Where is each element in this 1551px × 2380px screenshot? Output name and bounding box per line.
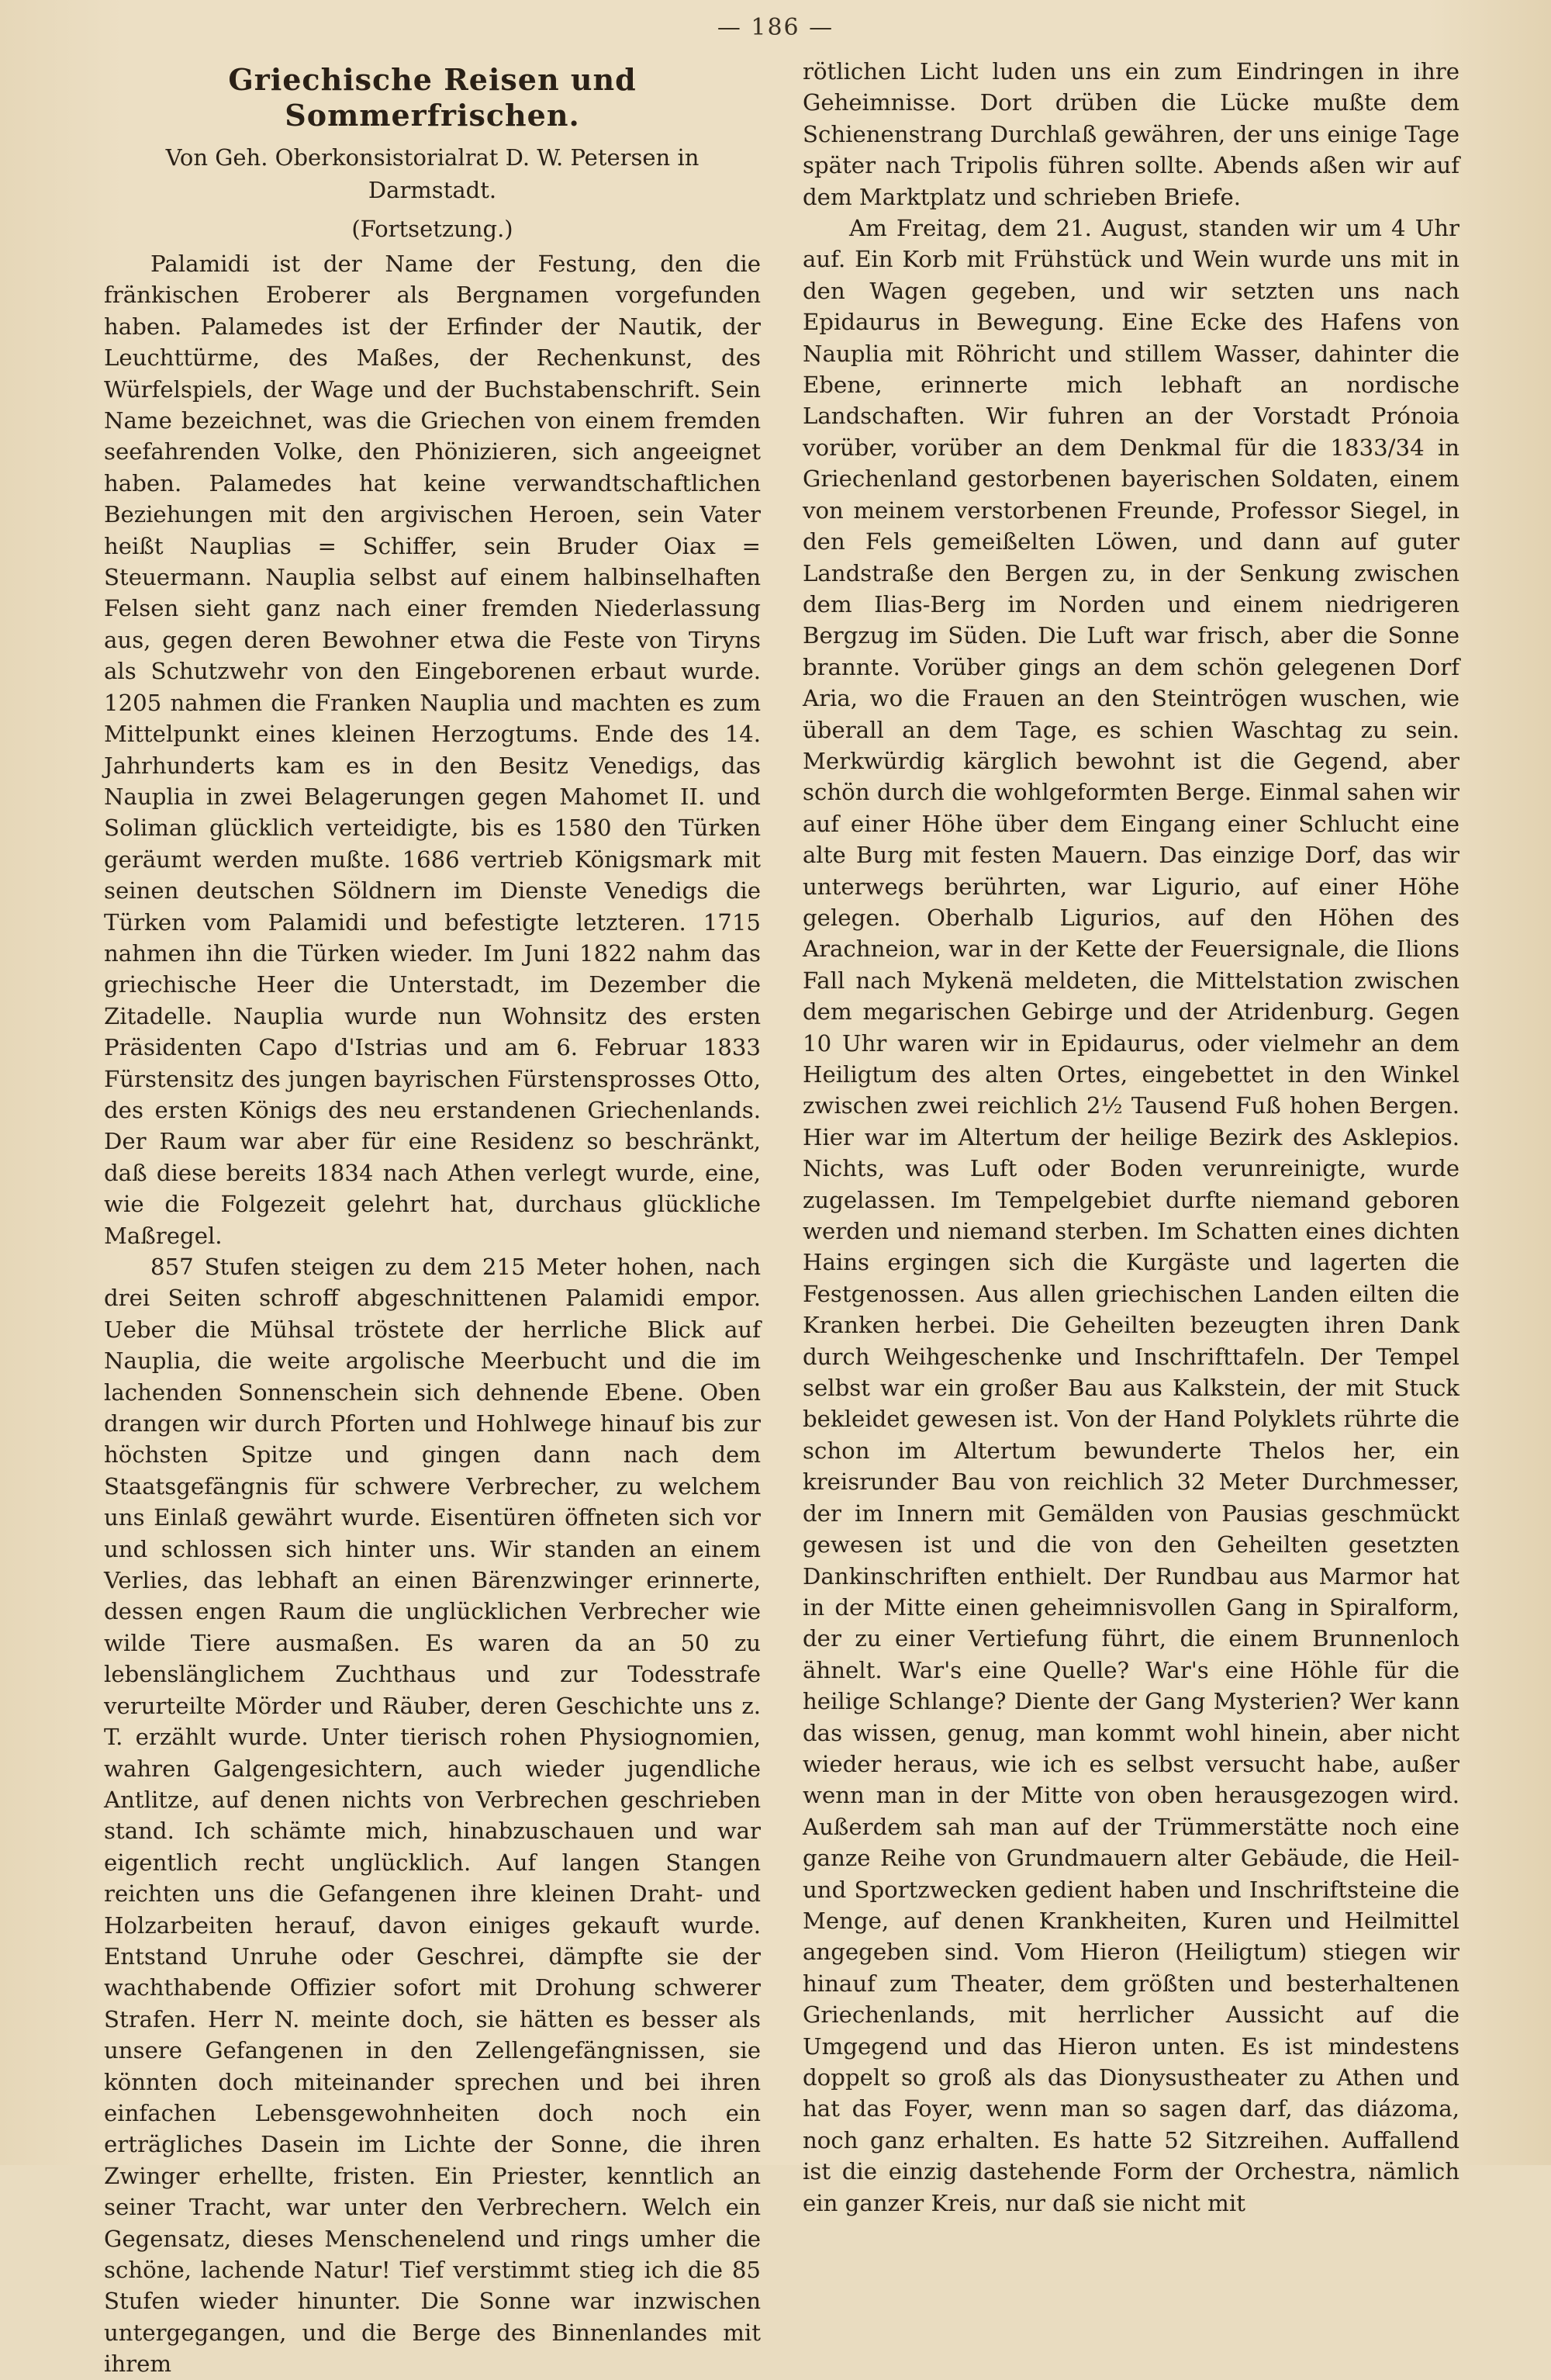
article-byline: Von Geh. Oberkonsistorialrat D. W. Petersen in Darmstadt.	[165, 144, 700, 203]
paragraph: Am Freitag, dem 21. August, standen wir um 4 Uhr auf. Ein Korb mit Frühstück und Wein wurde uns mit in den Wagen gegeben, und wir setzten uns nach Epidaurus in Bewegung. Eine Ecke des Hafens von Nauplia mit Röhricht und stillem Wasser, dahinter die Ebene, erinnerte mich lebhaft an nordische Landschaften. Wir fuhren an der Vorstadt Prónoia vorüber, vorüber an dem Denkmal für die 1833/34 in Griechenland gestorbenen bayerischen Soldaten, einem von meinem verstorbenen Freunde, Professor Siegel, in den Fels gemeißelten Löwen, und dann auf guter Landstraße den Bergen zu, in der Senkung zwischen dem Ilias-Berg im Norden und einem niedrigeren Bergzug im Süden. Die Luft war frisch, aber die Sonne brannte. Vorüber gings an dem schön gelegenen Dorf Aria, wo die Frauen an den Steintrögen wuschen, wie überall an dem Tage, es schien Waschtag zu sein. Merkwürdig kärglich bewohnt ist die Gegend, aber schön durch die wohlgeformten Berge. Einmal sahen wir auf einer Höhe über dem Eingang einer Schlucht eine alte Burg mit festen Mauern. Das einzige Dorf, das wir unterwegs berührten, war Ligurio, auf einer Höhe gelegen. Oberhalb Ligurios, auf den Höhen des Arachneion, war in der Kette der Feuersignale, die Ilions Fall nach Mykenä meldeten, die Mittelstation zwischen dem megarischen Gebirge und der Atridenburg. Gegen 10 Uhr waren wir in Epidaurus, oder vielmehr an dem Heiligtum des alten Ortes, eingebettet in den Winkel zwischen zwei reichlich 2½ Tausend Fuß hohen Bergen. Hier war im Altertum der heilige Bezirk des Asklepios. Nichts, was Luft oder Boden verunreinigte, wurde zugelassen. Im Tempelgebiet durfte niemand geboren werden und niemand sterben. Im Schatten eines dichten Hains ergingen sich die Kurgäste und lagerten die Festgenossen. Aus allen griechischen Landen eilten die Kranken herbei. Die Geheilten bezeugten ihren Dank durch Weihgeschenke und Inschrifttafeln. Der Tempel selbst war ein großer Bau aus Kalkstein, der mit Stuck bekleidet gewesen ist. Von der Hand Polyklets rührte die schon im Altertum bewunderte Thelos her, ein kreisrunder Bau von reichlich 32 Meter Durchmesser, der im Innern mit Gemälden von Pausias geschmückt gewesen ist und die von den Geheilten gesetzten Dankinschriften enthielt. Der Rundbau aus Marmor hat in der Mitte einen geheimnisvollen Gang in Spiralform, der zu einer Vertiefung führt, die einem Brunnenloch ähnelt. War's eine Quelle? War's eine Höhle für die heilige Schlange? Diente der Gang Mysterien? Wer kann das wissen, genug, man kommt wohl hinein, aber nicht wieder heraus, wie ich es selbst versucht habe, außer wenn man in der Mitte von oben herausgezogen wird. Außerdem sah man auf der Trümmerstätte noch eine ganze Reihe von Grundmauern alter Gebäude, die Heil- und Sportzwecken gedient haben und Inschriftsteine die Menge, auf denen Krankheiten, Kuren und Heilmittel angegeben sind. Vom Hieron (Heiligtum) stiegen wir hinauf zum Theater, dem größten und besterhaltenen Griechenlands, mit herrlicher Aussicht auf die Umgegend und das Hieron unten. Es ist mindestens doppelt so groß als das Dionysustheater zu Athen und hat das Foyer, wenn man so sagen darf, das diázoma, noch ganz erhalten. Es hatte 52 Sitzreihen. Auffallend ist die einzig dastehende Form der Orchestra, nämlich ein ganzer Kreis, nur daß sie nicht mit	[803, 215, 1459, 2216]
continuation-note: (Fortsetzung.)	[351, 216, 513, 242]
left-column	[104, 56, 761, 2380]
paragraph: 857 Stufen steigen zu dem 215 Meter hohen, nach drei Seiten schroff abgeschnittenen Palamidi empor. Ueber die Mühsal tröstete der herrliche Blick auf Nauplia, die weite argolische Meerbucht und die im lachenden Sonnenschein sich dehnende Ebene. Oben drangen wir durch Pforten und Hohlwege hinauf bis zur höchsten Spitze und gingen dann nach dem Staatsgefängnis für schwere Verbrecher, zu welchem uns Einlaß gewährt wurde. Eisentüren öffneten sich vor und schlossen sich hinter uns. Wir standen an einem Verlies, das lebhaft an einen Bärenzwinger erinnerte, dessen engen Raum die unglücklichen Verbrecher wie wilde Tiere ausmaßen. Es waren da an 50 zu lebenslänglichem Zuchthaus und zur Todesstrafe verurteilte Mörder und Räuber, deren Geschichte uns z. T. erzählt wurde. Unter tierisch rohen Physiognomien, wahren Galgengesichtern, auch wieder jugendliche Antlitze, auf denen nichts von Verbrechen geschrieben stand. Ich schämte mich, hinabzuschauen und war eigentlich recht unglücklich. Auf langen Stangen reichten uns die Gefangenen ihre kleinen Draht- und Holzarbeiten herauf, davon einiges gekauft wurde. Entstand Unruhe oder Geschrei, dämpfte sie der wachthabende Offizier sofort mit Drohung schwerer Strafen. Herr N. meinte doch, sie hätten es besser als unsere Gefangenen in den Zellengefängnissen, sie könnten doch miteinander sprechen und bei ihren einfachen Lebensgewohnheiten doch noch ein erträgliches Dasein im Lichte der Sonne, die ihren Zwinger erhellte, fristen. Ein Priester, kenntlich an seiner Tracht, war unter den Verbrechern. Welch ein Gegensatz, dieses Menschenelend und rings umher die schöne, lachende Natur! Tief verstimmt stieg ich die 85 Stufen wieder hinunter. Die Sonne war inzwischen untergegangen, und die Berge des Binnenlandes mit ihrem	[104, 1254, 761, 2378]
article-title: Griechische Reisen und Sommerfrischen.	[228, 62, 637, 133]
right-column	[803, 56, 1459, 2219]
paragraph: rötlichen Licht luden uns ein zum Eindringen in ihre Geheimnisse. Dort drüben die Lücke mußte dem Schienenstrang Durchlaß gewähren, der uns einige Tage später nach Tripolis führen sollte. Abends aßen wir auf dem Marktplatz und schrieben Briefe.	[803, 58, 1459, 210]
paragraph: Palamidi ist der Name der Festung, den die fränkischen Eroberer als Bergnamen vorgefunden haben. Palamedes ist der Erfinder der Nautik, der Leuchttürme, des Maßes, der Rechenkunst, des Würfelspiels, der Wage und der Buchstabenschrift. Sein Name bezeichnet, was die Griechen von einem fremden seefahrenden Volke, den Phönizieren, sich angeeignet haben. Palamedes hat keine verwandtschaftlichen Beziehungen mit den argivischen Heroen, sein Vater heißt Nauplias = Schiffer, sein Bruder Oiax = Steuermann. Nauplia selbst auf einem halbinselhaften Felsen sieht ganz nach einer fremden Niederlassung aus, gegen deren Bewohner etwa die Feste von Tiryns als Schutzwehr von den Eingeborenen erbaut wurde. 1205 nahmen die Franken Nauplia und machten es zum Mittelpunkt eines kleinen Herzogtums. Ende des 14. Jahrhunderts kam es in den Besitz Venedigs, das Nauplia in zwei Belagerungen gegen Mahomet II. und Soliman glücklich verteidigte, bis es 1580 den Türken geräumt werden mußte. 1686 vertrieb Königsmark mit seinen deutschen Söldnern im Dienste Venedigs die Türken vom Palamidi und befestigte letzteren. 1715 nahmen ihn die Türken wieder. Im Juni 1822 nahm das griechische Heer die Unterstadt, im Dezember die Zitadelle. Nauplia wurde nun Wohnsitz des ersten Präsidenten Capo d'Istrias und am 6. Februar 1833 Fürstensitz des jungen bayrischen Fürstensprosses Otto, des ersten Königs des neu erstandenen Griechenlands. Der Raum war aber für eine Residenz so beschränkt, daß diese bereits 1834 nach Athen verlegt wurde, eine, wie die Folgezeit gelehrt hat, durchaus glückliche Maßregel.	[104, 251, 761, 1249]
page-number: — 186 —	[717, 14, 834, 41]
